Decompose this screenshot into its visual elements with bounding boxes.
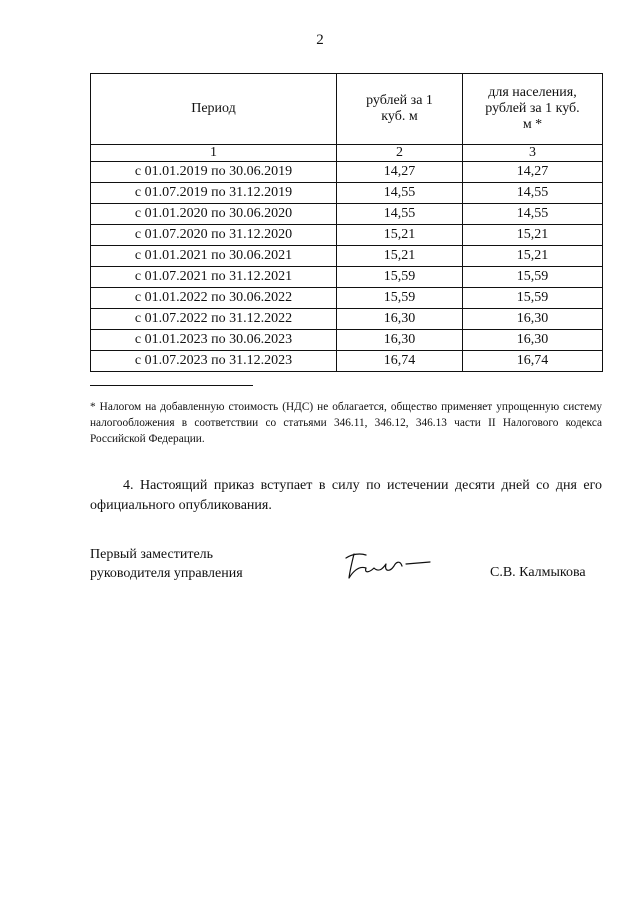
table-row [91, 183, 603, 204]
tariff-table [90, 73, 603, 372]
rate-population-cell: 15,21 [463, 246, 603, 267]
rate-cell: 16,30 [337, 330, 463, 351]
signatory-name: С.В. Калмыкова [490, 565, 586, 580]
period-cell: с 01.01.2021 по 30.06.2021 [91, 246, 337, 267]
table-row [91, 309, 603, 330]
rate-population-cell: 15,21 [463, 225, 603, 246]
footnote: * Налогом на добавленную стоимость (НДС) не облагается, общество применяет упрощенную систему налогообложения в соответствии со статьями 346.11, 346.12, 346.13 части II Налогового кодекса Российской Федерации. [90, 401, 602, 445]
column-numbers-row [91, 145, 603, 162]
rate-population-cell: 14,27 [463, 162, 603, 183]
footnote-divider [90, 385, 253, 386]
table-row [91, 351, 603, 372]
table-row [91, 225, 603, 246]
table-row [91, 330, 603, 351]
signatory-title-line: руководителя управления [90, 566, 243, 581]
period-cell: с 01.01.2023 по 30.06.2023 [91, 330, 337, 351]
table-header-row [91, 74, 603, 145]
rate-cell: 14,55 [337, 183, 463, 204]
table-row [91, 162, 603, 183]
rate-population-cell: 16,30 [463, 330, 603, 351]
table-row [91, 288, 603, 309]
page-number: 2 [316, 32, 324, 48]
period-cell: с 01.07.2019 по 31.12.2019 [91, 183, 337, 204]
rate-cell: 15,59 [337, 288, 463, 309]
table-row [91, 246, 603, 267]
period-cell: с 01.07.2023 по 31.12.2023 [91, 351, 337, 372]
table-row [91, 267, 603, 288]
column-number: 1 [91, 145, 337, 162]
signatory-title-line: Первый заместитель [90, 547, 214, 562]
column-number: 2 [337, 145, 463, 162]
rate-cell: 14,55 [337, 204, 463, 225]
rate-cell: 15,21 [337, 225, 463, 246]
table-row [91, 204, 603, 225]
rate-cell: 15,21 [337, 246, 463, 267]
rate-population-cell: 14,55 [463, 183, 603, 204]
rate-cell: 16,30 [337, 309, 463, 330]
period-cell: с 01.07.2022 по 31.12.2022 [91, 309, 337, 330]
rate-population-cell: 14,55 [463, 204, 603, 225]
header-rate-population: для населения, рублей за 1 куб. м * [463, 74, 603, 145]
period-cell: с 01.07.2021 по 31.12.2021 [91, 267, 337, 288]
period-cell: с 01.01.2019 по 30.06.2019 [91, 162, 337, 183]
period-cell: с 01.01.2020 по 30.06.2020 [91, 204, 337, 225]
rate-cell: 15,59 [337, 267, 463, 288]
rate-population-cell: 16,30 [463, 309, 603, 330]
rate-population-cell: 15,59 [463, 267, 603, 288]
header-rate: рублей за 1 куб. м [337, 74, 463, 145]
rate-cell: 16,74 [337, 351, 463, 372]
rate-population-cell: 15,59 [463, 288, 603, 309]
handwritten-signature [340, 548, 435, 582]
rate-cell: 14,27 [337, 162, 463, 183]
header-period: Период [91, 74, 337, 145]
period-cell: с 01.01.2022 по 30.06.2022 [91, 288, 337, 309]
rate-population-cell: 16,74 [463, 351, 603, 372]
order-paragraph: 4. Настоящий приказ вступает в силу по истечении десяти дней со дня его официального опубликования. [90, 478, 602, 513]
column-number: 3 [463, 145, 603, 162]
period-cell: с 01.07.2020 по 31.12.2020 [91, 225, 337, 246]
signatory-title [90, 545, 310, 583]
